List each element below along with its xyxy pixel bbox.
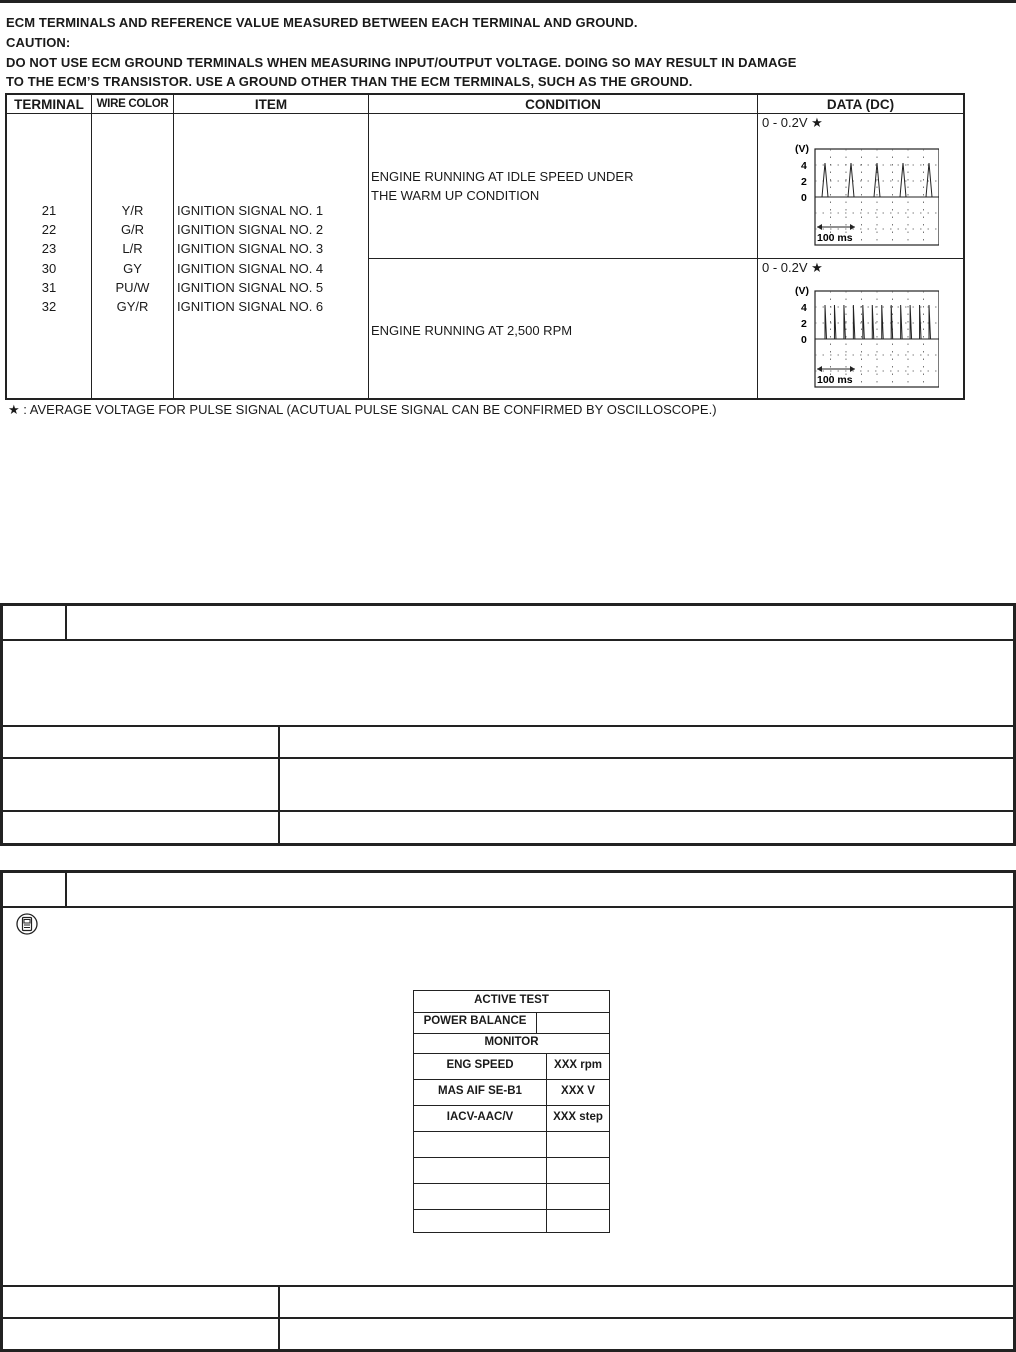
- data-value-text: 0 - 0.2V: [762, 260, 808, 275]
- data-value-idle: [762, 115, 823, 131]
- terminal-value: 30: [41, 260, 57, 276]
- condition-2500rpm: [371, 321, 572, 340]
- graph-unit-label: (V): [795, 285, 809, 297]
- wire-color-value: Y/R: [121, 203, 144, 218]
- wire-color-value: GY: [123, 260, 142, 276]
- item-value: IGNITION SIGNAL NO. 4: [177, 260, 324, 276]
- ecm-terminal-table: [5, 93, 965, 400]
- terminal-value: 21: [41, 203, 57, 218]
- footnote: ★ : AVERAGE VOLTAGE FOR PULSE SIGNAL (ACUTUAL PULSE SIGNAL CAN BE CONFIRMED BY OSCILLOSCOPE.): [8, 402, 717, 417]
- graph-tick-label: 2: [801, 318, 807, 330]
- condition-text: ENGINE RUNNING AT IDLE SPEED UNDER: [371, 169, 634, 184]
- section-title: ECM TERMINALS AND REFERENCE VALUE MEASURED BETWEEN EACH TERMINAL AND GROUND.: [6, 15, 638, 30]
- data-value-2500rpm: [762, 260, 823, 276]
- terminal-list: [7, 201, 91, 316]
- caution-text-1: DO NOT USE ECM GROUND TERMINALS WHEN MEASURING INPUT/OUTPUT VOLTAGE. DOING SO MAY RESULT IN DAMAGE: [6, 55, 797, 70]
- star-icon: ★: [811, 260, 823, 275]
- graph-tick-label: 2: [801, 176, 807, 188]
- oscilloscope-graph-2500rpm: [779, 284, 939, 394]
- data-value-text: 0 - 0.2V: [762, 115, 808, 130]
- caution-text-2: TO THE ECM’S TRANSISTOR. USE A GROUND OTHER THAN THE ECM TERMINALS, SUCH AS THE GROUND.: [6, 74, 693, 89]
- wire-color-value: GY/R: [116, 299, 149, 315]
- item-list: [177, 201, 323, 316]
- power-balance-label: POWER BALANCE: [423, 1015, 527, 1027]
- col-header-condition: CONDITION: [525, 97, 601, 112]
- wire-color-value: L/R: [122, 241, 143, 257]
- condition-text: THE WARM UP CONDITION: [371, 188, 540, 203]
- item-value: IGNITION SIGNAL NO. 2: [177, 222, 324, 238]
- terminal-value: 23: [41, 241, 57, 257]
- wire-color-value: G/R: [120, 222, 145, 238]
- graph-unit-label: (V): [795, 143, 809, 155]
- star-icon: ★: [811, 115, 823, 130]
- monitor-item-value: XXX rpm: [554, 1059, 602, 1071]
- top-rule: [0, 0, 1016, 3]
- caution-label: CAUTION:: [6, 35, 71, 50]
- item-value: IGNITION SIGNAL NO. 3: [177, 241, 324, 257]
- monitor-item-value: XXX V: [561, 1085, 595, 1097]
- graph-tick-label: 0: [801, 334, 807, 346]
- graph-tick-label: 4: [801, 160, 807, 172]
- monitor-item-name: ENG SPEED: [446, 1059, 514, 1071]
- consult-tool-icon: [15, 912, 39, 936]
- monitor-label: MONITOR: [484, 1036, 539, 1048]
- col-header-item: ITEM: [254, 97, 288, 112]
- col-header-wire-color: WIRE COLOR: [96, 98, 169, 110]
- col-header-data: DATA (DC): [826, 97, 895, 112]
- item-value: IGNITION SIGNAL NO. 6: [177, 299, 324, 315]
- active-test-screen: [413, 990, 610, 1233]
- graph-tick-label: 4: [801, 302, 807, 314]
- graph-tick-label: 0: [801, 192, 807, 204]
- condition-text: ENGINE RUNNING AT 2,500 RPM: [371, 323, 573, 338]
- terminal-value: 22: [41, 222, 57, 238]
- monitor-item-value: XXX step: [553, 1111, 603, 1123]
- active-test-title: ACTIVE TEST: [474, 994, 549, 1006]
- terminal-value: 32: [41, 299, 57, 315]
- col-header-terminal: TERMINAL: [14, 97, 84, 112]
- procedure-box-1: [0, 603, 1016, 846]
- time-scale-label: 100 ms: [817, 374, 853, 386]
- monitor-item-name: MAS AIF SE-B1: [438, 1085, 522, 1097]
- terminal-value: 31: [41, 279, 57, 295]
- item-value: IGNITION SIGNAL NO. 5: [177, 279, 324, 295]
- oscilloscope-graph-idle: [779, 142, 939, 252]
- monitor-item-name: IACV-AAC/V: [446, 1111, 514, 1123]
- wire-color-value: PU/W: [115, 279, 150, 295]
- condition-idle: [371, 167, 633, 205]
- time-scale-label: 100 ms: [817, 232, 853, 244]
- item-value: IGNITION SIGNAL NO. 1: [177, 203, 324, 218]
- wire-color-list: [92, 201, 173, 316]
